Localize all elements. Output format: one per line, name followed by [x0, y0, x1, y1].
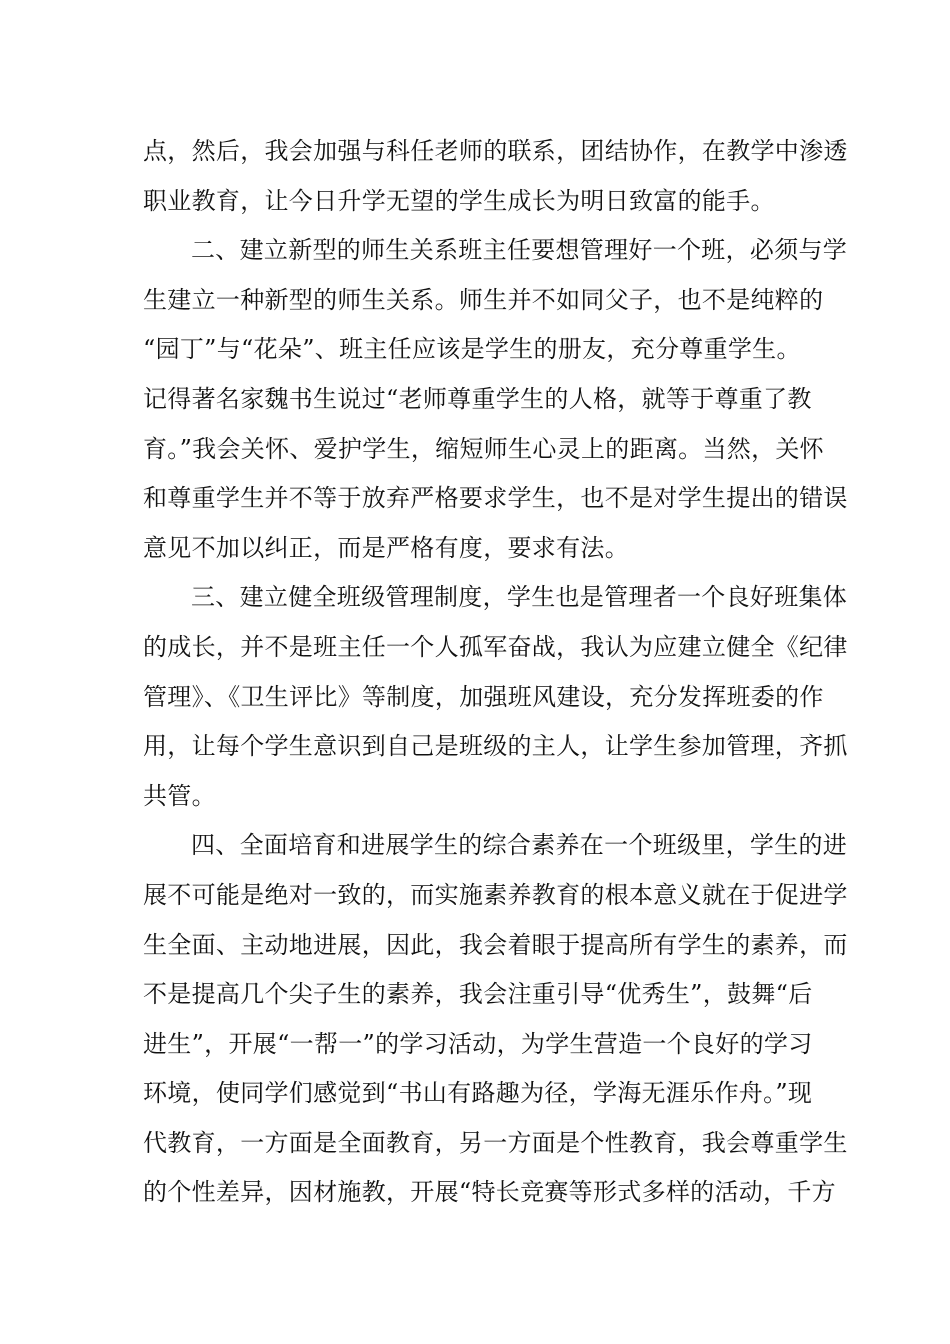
text-line: 点，然后，我会加强与科任老师的联系，团结协作，在教学中渗透 — [143, 137, 848, 165]
text-line: 意见不加以纠正，而是严格有度，要求有法。 — [143, 533, 629, 562]
text-line: “园丁”与“花朵”、班主任应该是学生的册友，充分尊重学生。 — [143, 335, 801, 364]
text-line: 代教育，一方面是全面教育，另一方面是个性教育，我会尊重学生 — [143, 1128, 848, 1157]
text-line: 生全面、主动地进展，因此，我会着眼于提高所有学生的素养，而 — [143, 930, 848, 959]
text-line: 的成长，并不是班主任一个人孤军奋战，我认为应建立健全《纪律 — [143, 632, 848, 661]
text-line: 的个性差异，因材施教，开展“特长竞赛等形式多样的活动，千方 — [143, 1178, 836, 1207]
text-line: 记得著名家魏书生说过“老师尊重学生的人格，就等于尊重了教 — [143, 384, 812, 413]
text-line: 展不可能是绝对一致的，而实施素养教育的根本意义就在于促进学 — [143, 880, 848, 909]
paragraph-4-heading-line: 四、全面培育和进展学生的综合素养在一个班级里，学生的进 — [191, 831, 848, 860]
text-line: 生建立一种新型的师生关系。师生并不如同父子，也不是纯粹的 — [143, 285, 824, 314]
text-line: 环境，使同学们感觉到“书山有路趣为径，学海无涯乐作舟。”现 — [143, 1079, 813, 1108]
text-line: 育。”我会关怀、爱护学生，缩短师生心灵上的距离。当然，关怀 — [143, 434, 824, 463]
document-body — [143, 127, 848, 1218]
text-line: 共管。 — [143, 781, 216, 810]
text-line: 职业教育，让今日升学无望的学生成长为明日致富的能手。 — [143, 186, 775, 215]
text-line: 不是提高几个尖子生的素养，我会注重引导“优秀生”，鼓舞“后 — [143, 980, 813, 1009]
text-line: 和尊重学生并不等于放弃严格要求学生，也不是对学生提出的错误 — [143, 484, 848, 513]
text-line: 管理》、《卫生评比》等制度，加强班风建设，充分发挥班委的作 — [143, 682, 824, 711]
paragraph-2-heading-line: 二、建立新型的师生关系班主任要想管理好一个班，必须与学 — [191, 236, 848, 265]
text-line: 进生”，开展“一帮一”的学习活动，为学生营造一个良好的学习 — [143, 1029, 813, 1058]
paragraph-3-heading-line: 三、建立健全班级管理制度，学生也是管理者一个良好班集体 — [191, 583, 848, 612]
text-line: 用，让每个学生意识到自己是班级的主人，让学生参加管理，齐抓 — [143, 732, 848, 761]
